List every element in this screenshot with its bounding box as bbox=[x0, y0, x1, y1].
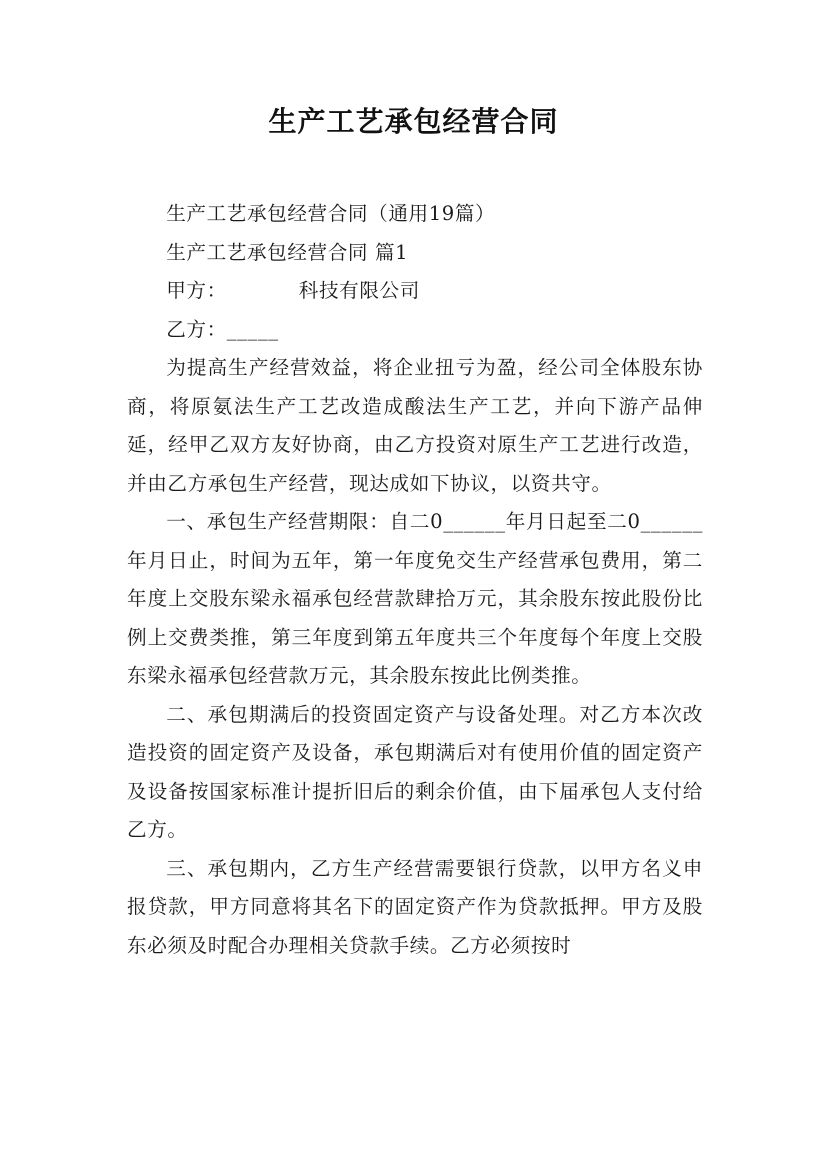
clause-1-paragraph: 一、承包生产经营期限：自二0______年月日起至二0______年月日止，时间为五年，第一年度免交生产经营承包费用，第二年度上交股东梁永福承包经营款肆拾万元，其余股东按此股份比例上交费类推，第三年度到第五年度共三个年度每个年度上交股东梁永福承包经营款万元，其余股东按此比例类推。 bbox=[127, 510, 703, 687]
document-body bbox=[127, 195, 703, 965]
party-a-name: 科技有限公司 bbox=[298, 279, 420, 302]
clause-3-paragraph: 三、承包期内，乙方生产经营需要银行贷款，以甲方名义申报贷款，甲方同意将其名下的固定资产作为贷款抵押。甲方及股东必须及时配合办理相关贷款手续。乙方必须按时 bbox=[127, 856, 703, 957]
party-a-label: 甲方： bbox=[166, 279, 227, 302]
party-a-line bbox=[127, 272, 703, 311]
intro-paragraph: 为提高生产经营效益，将企业扭亏为盈，经公司全体股东协商，将原氨法生产工艺改造成酸法生产工艺，并向下游产品伸延，经甲乙双方友好协商，由乙方投资对原生产工艺进行改造，并由乙方承包生产经营，现达成如下协议，以资共守。 bbox=[127, 356, 703, 495]
party-b-line: 乙方：_____ bbox=[166, 317, 279, 341]
clause-2-paragraph: 二、承包期满后的投资固定资产与设备处理。对乙方本次改造投资的固定资产及设备，承包期满后对有使用价值的固定资产及设备按国家标准计提折旧后的剩余价值，由下届承包人支付给乙方。 bbox=[127, 702, 703, 841]
section-heading: 生产工艺承包经营合同 篇1 bbox=[166, 240, 409, 264]
document-title: 生产工艺承包经营合同 bbox=[268, 105, 559, 138]
document-subtitle: 生产工艺承包经营合同（通用19篇） bbox=[166, 202, 496, 225]
